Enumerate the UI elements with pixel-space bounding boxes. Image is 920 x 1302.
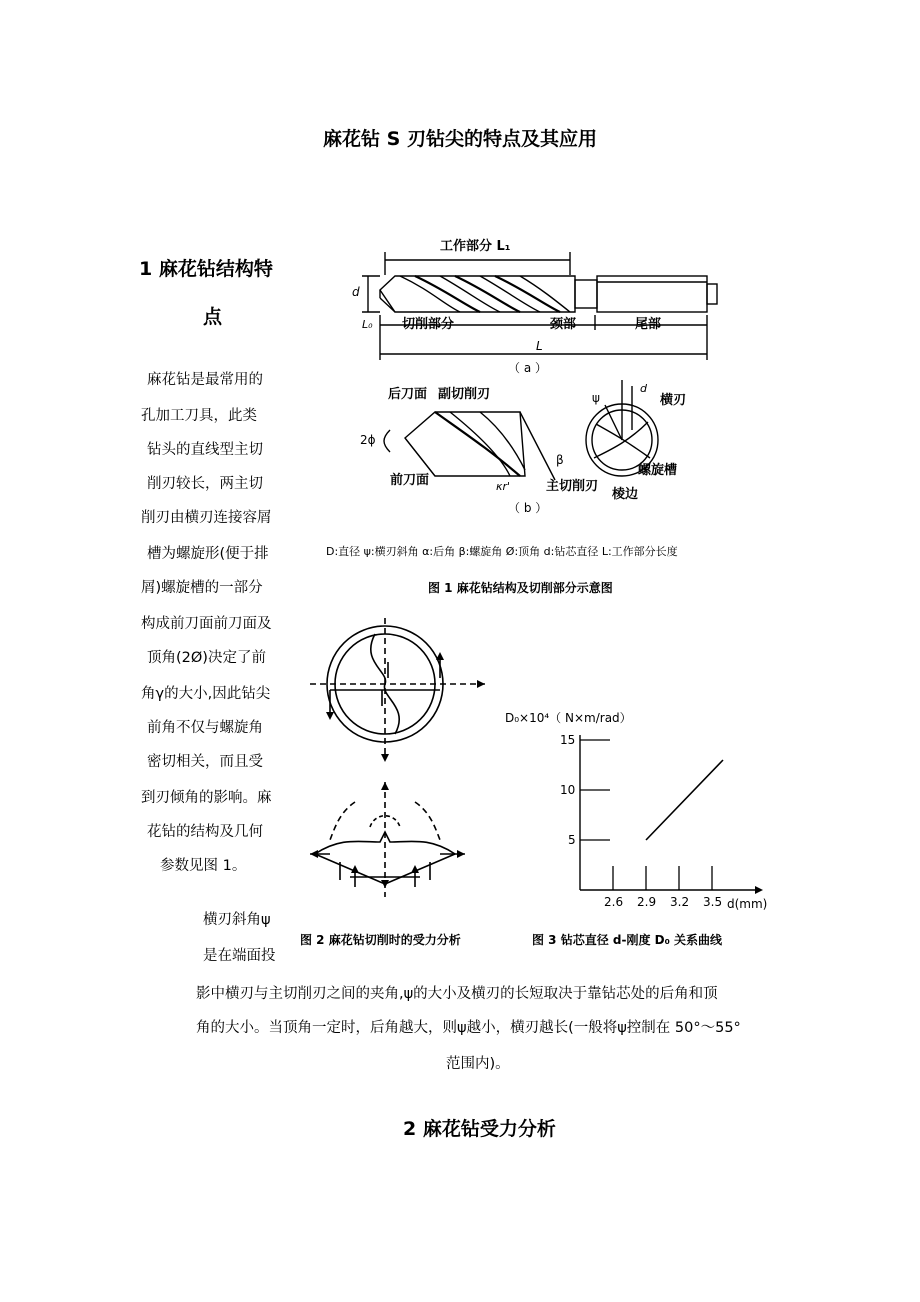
section1-para-line: 花钻的结构及几何 (147, 824, 263, 840)
section1-para-line: 构成前刀面前刀面及 (141, 616, 272, 632)
section1-para-line: 槽为螺旋形(便于排 (147, 546, 269, 562)
fig1b-rake-label: 前刀面 (390, 473, 430, 488)
document-title: 麻花钻 S 刃钻尖的特点及其应用 (323, 128, 597, 150)
para2-line-1: 横刃斜角ψ (203, 912, 271, 928)
para2-line-3: 影中横刃与主切削刃之间的夹角,ψ的大小及横刃的长短取决于靠钻芯处的后角和顶 (196, 986, 718, 1002)
section1-heading-line1: 1 麻花钻结构特 (139, 258, 273, 280)
section1-para-line: 参数见图 1。 (160, 858, 247, 874)
para2-line-2: 是在端面投 (203, 948, 276, 964)
figure1-b-drill-point-views (360, 380, 687, 520)
fig1b-psi-label: ψ (592, 391, 600, 405)
chart-y-tick-label: 10 (560, 783, 576, 797)
fig1a-L-label: L (536, 339, 543, 353)
chart-x-tick-label: 2.6 (604, 895, 624, 909)
figure2-force-analysis (300, 622, 500, 927)
fig1b-flute-label: 螺旋槽 (638, 463, 678, 478)
fig1a-tail-label: 尾部 (635, 317, 662, 332)
section1-para-line: 削刃较长，两主切 (147, 476, 263, 492)
section1-para-line: 麻花钻是最常用的 (147, 372, 263, 388)
section1-para-line: 钻头的直线型主切 (147, 442, 263, 458)
section1-para-line: 到刃倾角的影响。麻 (141, 790, 272, 806)
fig1a-l0-label: L₀ (362, 318, 373, 331)
figure3-caption: 图 3 钻芯直径 d-刚度 D₀ 关系曲线 (532, 933, 723, 947)
fig1b-beta-label: β (556, 453, 564, 467)
fig1b-chisel-label: 横刃 (660, 393, 687, 408)
fig1b-sub-label: （ b ） (508, 501, 548, 515)
fig1a-neck-label: 颈部 (550, 317, 577, 332)
figure3-chart (495, 700, 795, 920)
fig1a-working-part-label: 工作部分 L₁ (440, 239, 511, 254)
figure1-legend: D:直径 ψ:横刃斜角 α:后角 β:螺旋角 Ø:顶角 d:钻芯直径 L:工作部分长度 (326, 545, 678, 558)
fig1b-flank-label: 后刀面 (388, 387, 428, 402)
section1-para-line: 屑)螺旋槽的一部分 (141, 580, 263, 596)
fig1b-main-edge-label: 主切削刃 (546, 479, 599, 494)
fig1b-d-label: d (640, 382, 647, 395)
chart-series-line (646, 760, 723, 840)
section1-para-line: 密切相关，而且受 (147, 754, 263, 770)
chart-x-axis-label: d(mm) (727, 897, 768, 911)
section1-para-line: 顶角(2Ø)决定了前 (147, 650, 266, 666)
section1-para-line: 前角不仅与螺旋角 (147, 720, 263, 736)
fig1a-sub-label: （ a ） (508, 361, 547, 375)
figure2-caption: 图 2 麻花钻切削时的受力分析 (300, 933, 461, 947)
chart-y-tick-label: 15 (560, 733, 576, 747)
fig1b-two-phi-label: 2ϕ (360, 433, 376, 447)
section1-para-line: 角γ的大小,因此钻尖 (141, 686, 271, 702)
fig1b-kr-label: κr' (496, 480, 511, 493)
fig1a-cutting-part-label: 切削部分 (402, 317, 455, 332)
section1-para-line: 削刃由横刃连接容屑 (141, 510, 272, 526)
chart-y-axis-label: D₀×10⁴（ N×m/rad） (505, 711, 632, 725)
chart-x-tick-label: 3.2 (670, 895, 690, 909)
chart-y-tick-label: 5 (568, 833, 576, 847)
para2-line-4: 角的大小。当顶角一定时，后角越大，则ψ越小，横刃越长(一般将ψ控制在 50°～55° (196, 1020, 741, 1036)
chart-x-tick-label: 2.9 (637, 895, 657, 909)
fig1b-margin-label: 棱边 (612, 487, 639, 502)
fig1b-aux-edge-label: 副切削刃 (438, 387, 491, 402)
chart-x-tick-label: 3.5 (703, 895, 723, 909)
section1-heading-line2: 点 (203, 306, 223, 328)
figure1-caption: 图 1 麻花钻结构及切削部分示意图 (428, 581, 613, 595)
figure1-a-drill-side-view (350, 230, 730, 380)
chart-x-axis-arrow (755, 886, 763, 894)
fig1a-d-label: d (352, 285, 360, 299)
para2-line-5: 范围内)。 (446, 1056, 510, 1072)
section2-heading: 2 麻花钻受力分析 (403, 1118, 556, 1140)
section1-para-line: 孔加工刀具，此类 (141, 408, 257, 424)
